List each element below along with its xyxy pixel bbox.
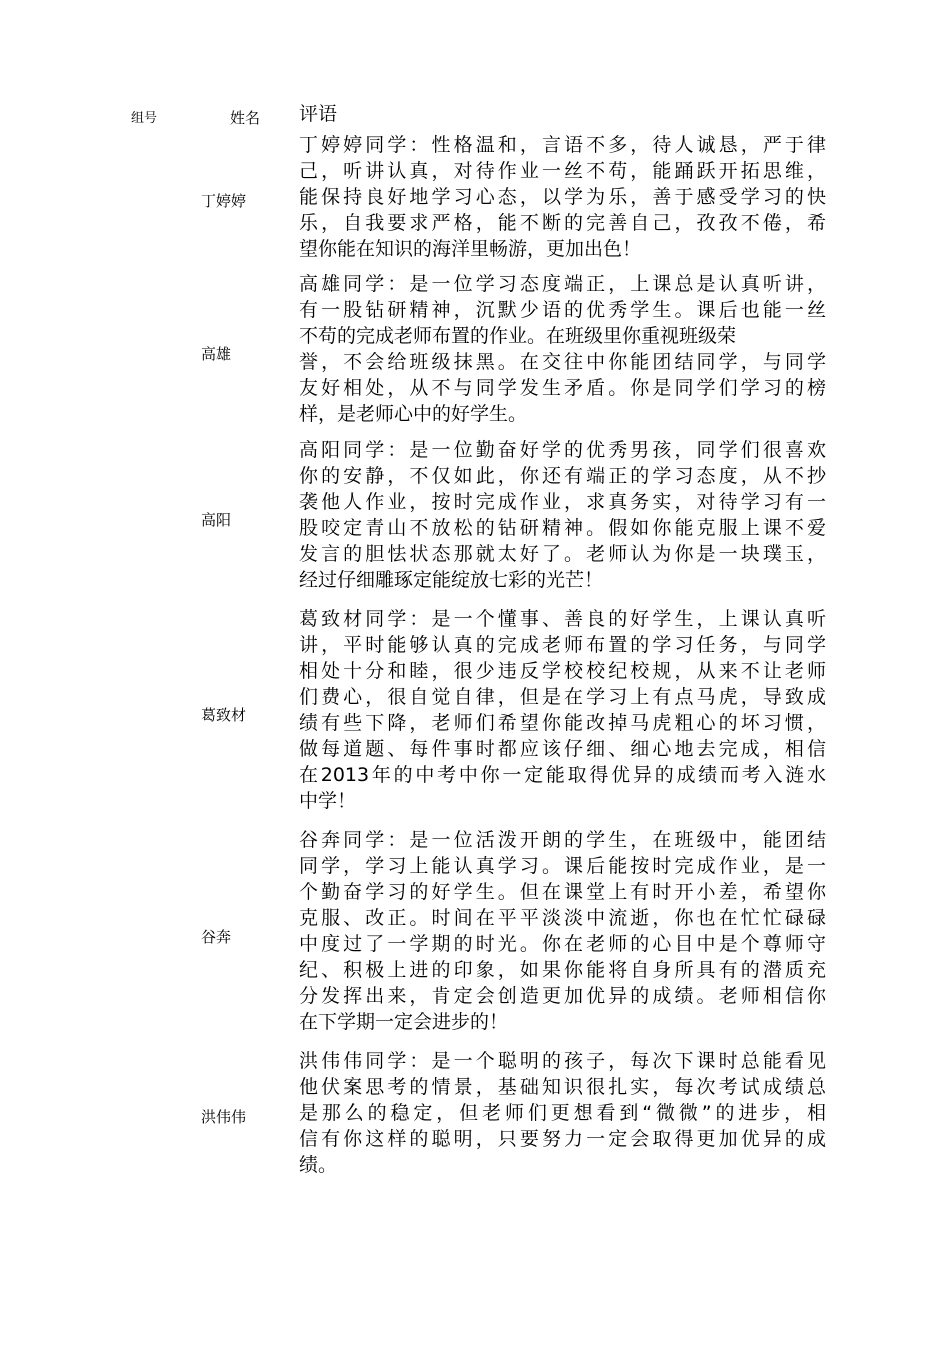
comment-line: 洪伟伟同学：是一个聪明的孩子，每次下课时总能看见 [299,1050,826,1072]
comment-line: 友好相处，从不与同学发生矛盾。你是同学们学习的榜 [299,377,826,399]
comment-line: 高雄同学：是一位学习态度端正，上课总是认真听讲， [299,273,826,295]
comment-line: 望你能在知识的海洋里畅游，更加出色！ [299,238,642,260]
student-comment [299,271,826,427]
comment-line: 你的安静，不仅如此，你还有端正的学习态度，从不抄 [299,465,826,487]
name-column-header: 姓名 [230,109,261,127]
comment-line: 股咬定青山不放松的钻研精神。假如你能克服上课不爱 [299,517,826,539]
comment-line: 葛致材同学：是一个懂事、善良的好学生，上课认真听 [299,608,826,630]
comment-line: 绩有些下降，老师们希望你能改掉马虎粗心的坏习惯， [299,712,826,734]
student-name: 丁婷婷 [201,192,247,210]
comment-line: 是那么的稳定，但老师们更想看到“微微”的进步，相 [299,1102,826,1124]
comment-line: 样，是老师心中的好学生。 [299,403,528,425]
comment-line: 己，听讲认真，对待作业一丝不苟，能踊跃开拓思维， [299,160,826,182]
comment-line: 誉，不会给班级抹黑。在交往中你能团结同学，与同学 [299,351,826,373]
comment-line: 中学！ [299,790,357,812]
comment-line: 能保持良好地学习心态，以学为乐，善于感受学习的快 [299,186,826,208]
comment-line: 不苟的完成老师布置的作业。在班级里你重视班级荣 [299,325,737,347]
student-comment [299,437,826,593]
comment-line: 在2013年的中考中你一定能取得优异的成绩而考入涟水 [299,764,826,786]
comment-line: 讲，平时能够认真的完成老师布置的学习任务，与同学 [299,634,826,656]
comment-line: 在下学期一定会进步的！ [299,1011,509,1033]
comment-line: 丁婷婷同学：性格温和，言语不多，待人诚恳，严于律 [299,134,826,156]
comment-line: 相处十分和睦，很少违反学校校纪校规，从来不让老师 [299,660,826,682]
comment-line: 们费心，很自觉自律，但是在学习上有点马虎，导致成 [299,686,826,708]
student-name: 洪伟伟 [201,1108,247,1126]
student-name: 高阳 [201,511,232,529]
comment-line: 袭他人作业，按时完成作业，求真务实，对待学习有一 [299,491,826,513]
student-comment [299,1048,826,1178]
comment-line: 他伏案思考的情景，基础知识很扎实，每次考试成绩总 [299,1076,826,1098]
comment-column-header: 评语 [299,103,338,125]
student-name: 葛致材 [201,706,247,724]
comment-line: 同学，学习上能认真学习。课后能按时完成作业，是一 [299,855,826,877]
comment-line: 有一股钻研精神，沉默少语的优秀学生。课后也能一丝 [299,299,826,321]
comment-line: 经过仔细雕琢定能绽放七彩的光芒！ [299,569,604,591]
comment-line: 发言的胆怯状态那就太好了。老师认为你是一块璞玉， [299,543,826,565]
comment-line: 分发挥出来，肯定会创造更加优异的成绩。老师相信你 [299,985,826,1007]
comment-line: 中度过了一学期的时光。你在老师的心目中是个尊师守 [299,933,826,955]
student-comment [299,132,826,262]
comment-line: 高阳同学：是一位勤奋好学的优秀男孩，同学们很喜欢 [299,439,826,461]
student-comment [299,827,826,1035]
comment-line: 谷奔同学：是一位活泼开朗的学生，在班级中，能团结 [299,829,826,851]
comment-line: 克服、改正。时间在平平淡淡中流逝，你也在忙忙碌碌 [299,907,826,929]
comment-line: 个勤奋学习的好学生。但在课堂上有时开小差，希望你 [299,881,826,903]
comment-line: 乐，自我要求严格，能不断的完善自己，孜孜不倦，希 [299,212,826,234]
comment-line: 做每道题、每件事时都应该仔细、细心地去完成，相信 [299,738,826,760]
student-name: 高雄 [201,345,232,363]
comment-line: 绩。 [299,1154,338,1176]
student-comment [299,606,826,814]
comment-line: 纪、积极上进的印象，如果你能将自身所具有的潜质充 [299,959,826,981]
group-column-header: 组号 [131,111,158,126]
comment-line: 信有你这样的聪明，只要努力一定会取得更加优异的成 [299,1128,826,1150]
student-name: 谷奔 [201,928,232,946]
